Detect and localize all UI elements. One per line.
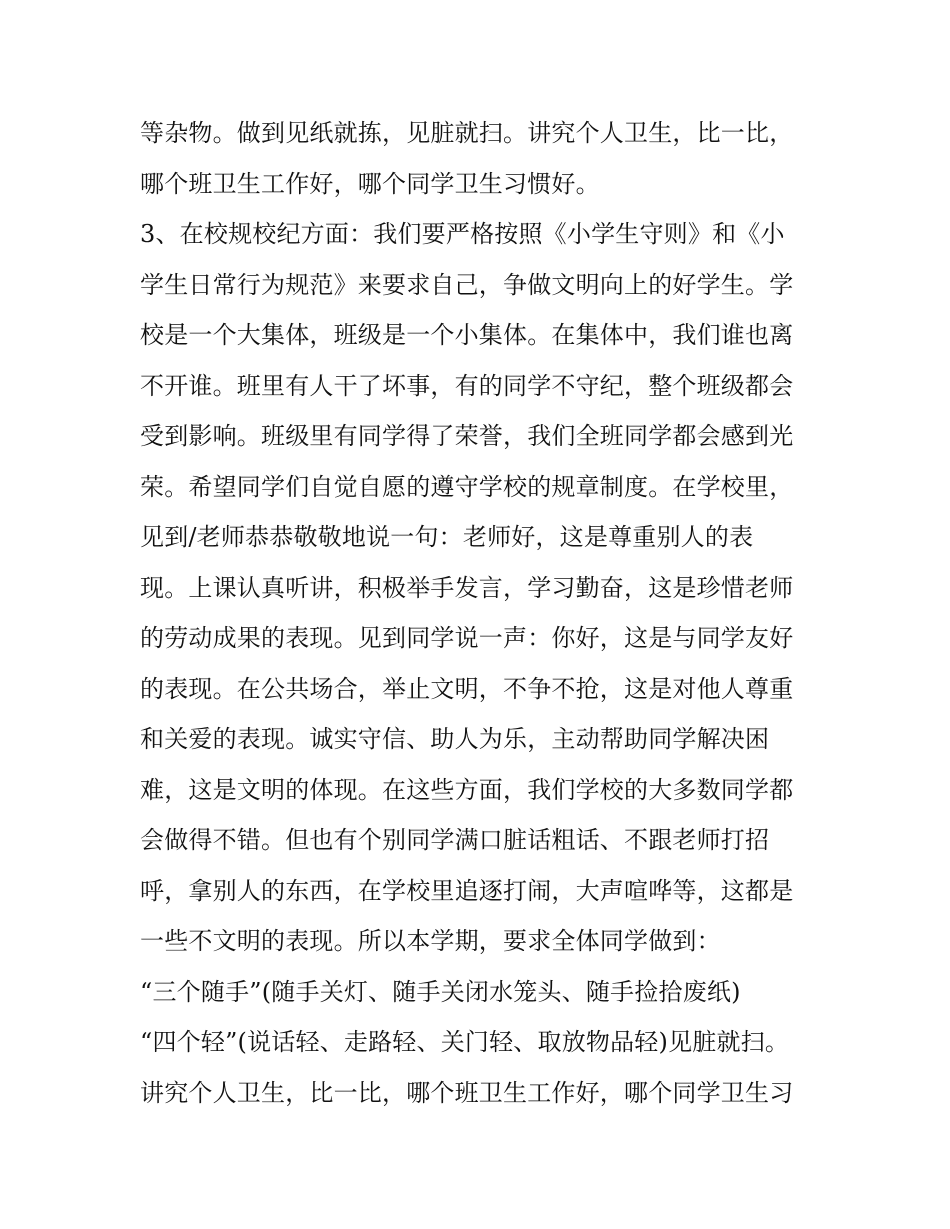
text-line: 荣。希望同学们自觉自愿的遵守学校的规章制度。在学校里， (140, 472, 794, 501)
text-line: 难，这是文明的体现。在这些方面，我们学校的大多数同学都 (140, 775, 794, 804)
text-line: “四个轻”(说话轻、走路轻、关门轻、取放物品轻)见脏就扫。 (140, 1028, 790, 1056)
text-line: 见到/老师恭恭敬敬地说一句：老师好，这是尊重别人的表 (140, 523, 754, 551)
body-text (140, 108, 820, 1118)
text-line: 学生日常行为规范》来要求自己，争做文明向上的好学生。学 (140, 270, 794, 299)
text-line: 3、在校规校纪方面：我们要严格按照《小学生守则》和《小 (140, 220, 785, 248)
text-line: 校是一个大集体，班级是一个小集体。在集体中，我们谁也离 (140, 321, 794, 349)
text-line: 等杂物。做到见纸就拣，见脏就扫。讲究个人卫生，比一比， (140, 119, 794, 147)
text-line: 哪个班卫生工作好，哪个同学卫生习惯好。 (140, 169, 600, 198)
text-line: 受到影响。班级里有同学得了荣誉，我们全班同学都会感到光 (140, 422, 794, 450)
text-line: 不开谁。班里有人干了坏事，有的同学不守纪，整个班级都会 (140, 371, 794, 400)
text-line: 呼，拿别人的东西，在学校里追逐打闹，大声喧哗等，这都是 (140, 876, 794, 905)
text-line: 会做得不错。但也有个别同学满口脏话粗话、不跟老师打招 (140, 826, 770, 854)
text-line: 现。上课认真听讲，积极举手发言，学习勤奋，这是珍惜老师 (140, 573, 794, 602)
text-line: 的表现。在公共场合，举止文明，不争不抢，这是对他人尊重 (140, 674, 794, 703)
text-line: 一些不文明的表现。所以本学期，要求全体同学做到： (140, 927, 721, 955)
text-line: 讲究个人卫生，比一比，哪个班卫生工作好，哪个同学卫生习 (140, 1078, 794, 1107)
text-line: 和关爱的表现。诚实守信、助人为乐，主动帮助同学解决困 (140, 725, 770, 753)
text-line: 的劳动成果的表现。见到同学说一声：你好，这是与同学友好 (140, 624, 794, 652)
text-line: “三个随手”(随手关灯、随手关闭水笼头、随手捡拾废纸) (140, 977, 741, 1006)
